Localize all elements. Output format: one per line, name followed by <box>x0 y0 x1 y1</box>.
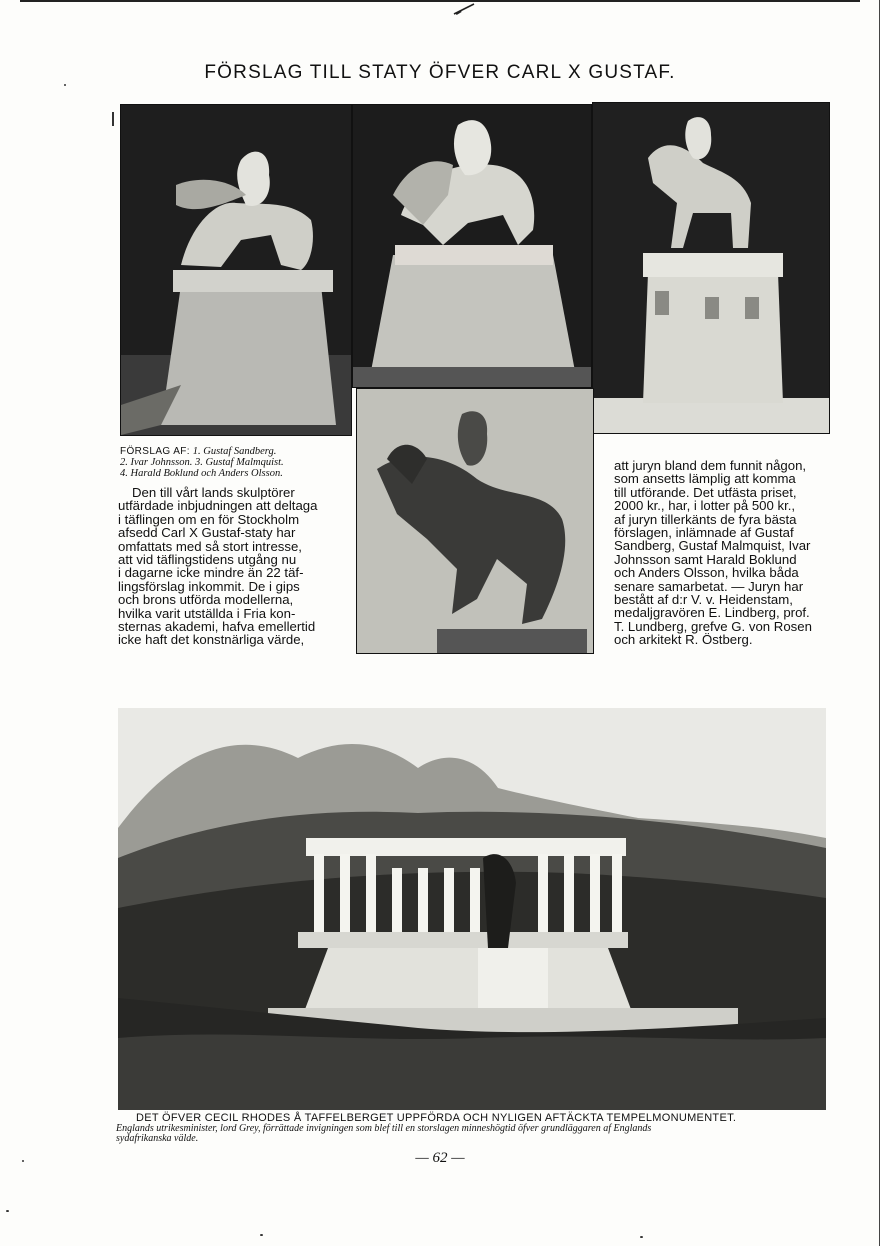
print-speck <box>6 1210 9 1212</box>
statue-caption-line1: 1. Gustaf Sandberg. <box>192 446 277 457</box>
left-line: i dagarne icke mindre än 22 täf- <box>118 565 304 581</box>
right-line: 2000 kr., har, i lotter på 500 kr., <box>614 498 796 514</box>
pen-mark-icon <box>452 2 476 16</box>
right-line: förslagen, inlämnade af Gustaf <box>614 525 794 541</box>
right-line: och arkitekt R. Östberg. <box>614 632 753 648</box>
statue-photo-2 <box>352 104 592 388</box>
page-number: — 62 — <box>415 1150 465 1166</box>
memorial-caption-line1: Englands utrikesminister, lord Grey, förrättade invigningen som blef till en storslagen minneshögtid öfver grundläggaren af Englands <box>116 1123 652 1134</box>
right-line: att juryn bland dem funnit någon, <box>614 458 807 473</box>
print-speck <box>640 1236 643 1238</box>
left-line: i täflingen om en för Stockholm <box>118 511 300 527</box>
left-line: sternas akademi, hafva emellertid <box>118 619 316 635</box>
right-line: som ansetts lämplig att komma <box>614 471 796 487</box>
print-speck <box>22 1160 24 1162</box>
right-line: senare samarbetat. — Juryn har <box>614 578 804 594</box>
rhodes-memorial-photo <box>118 708 826 1110</box>
statue-caption <box>120 446 350 479</box>
memorial-caption-headline: DET ÖFVER CECIL RHODES Å TAFFELBERGET UPPFÖRDA OCH NYLIGEN AFTÄCKTA TEMPELMONUMENTET. <box>136 1112 737 1124</box>
right-line: Sandberg, Gustaf Malmquist, Ivar <box>614 538 811 554</box>
left-line: hvilka varit utställda i Fria kon- <box>118 605 296 621</box>
left-line: och brons utförda modellerna, <box>118 592 294 608</box>
right-line: bestått af d:r V. v. Heidenstam, <box>614 592 793 608</box>
left-line: utfärdade inbjudningen att deltaga <box>118 498 318 514</box>
right-line: och Anders Olsson, hvilka båda <box>614 565 799 581</box>
statue-photo-4 <box>356 388 594 654</box>
right-line: Johnsson samt Harald Boklund <box>614 551 797 567</box>
left-line: lingsförslag inkommit. De i gips <box>118 578 300 594</box>
left-line: icke haft det konstnärliga värde, <box>118 632 305 648</box>
right-line: medaljgravören E. Lindberg, prof. <box>614 605 810 621</box>
left-line: att vid täflingstidens utgång nu <box>118 552 297 568</box>
statue-photo-3 <box>592 102 830 434</box>
memorial-caption-line2: sydafrikanska välde. <box>116 1133 199 1144</box>
left-line: Den till vårt lands skulptörer <box>132 485 295 500</box>
statue-caption-line3: 4. Harald Boklund och Anders Olsson. <box>120 468 283 479</box>
top-rule <box>20 0 860 2</box>
memorial-caption <box>116 1112 830 1144</box>
left-line: afsedd Carl X Gustaf-staty har <box>118 525 296 541</box>
statue-caption-lead: FÖRSLAG AF: <box>120 446 190 457</box>
print-speck <box>64 84 66 86</box>
statue-photo-1 <box>120 104 352 436</box>
left-column <box>118 486 334 647</box>
print-speck <box>260 1234 263 1236</box>
print-speck <box>112 112 114 126</box>
page-title: FÖRSLAG TILL STATY ÖFVER CARL X GUSTAF. <box>204 62 676 83</box>
right-column <box>614 459 830 647</box>
right-line: T. Lundberg, grefve G. von Rosen <box>614 618 812 634</box>
right-line: till utförande. Det utfästa priset, <box>614 484 797 500</box>
right-line: af juryn tillerkänts de fyra bästa <box>614 511 797 527</box>
left-line: omfattats med så stort intresse, <box>118 538 302 554</box>
statue-caption-line2: 2. Ivar Johnsson. 3. Gustaf Malmquist. <box>120 457 284 468</box>
